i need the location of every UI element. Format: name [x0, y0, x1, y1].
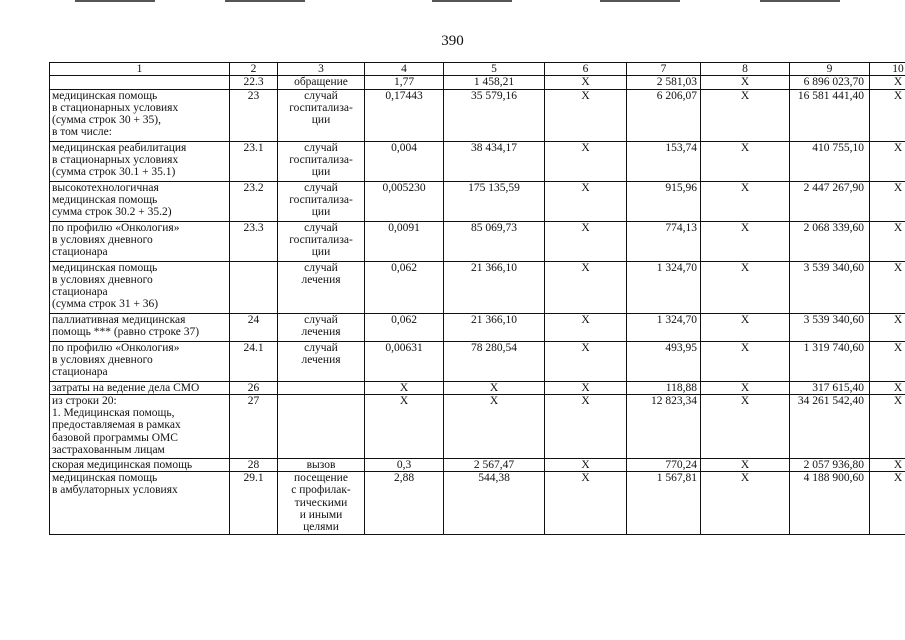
cell-col-5: 544,38	[444, 472, 545, 534]
cell-col-4: 0,17443	[365, 89, 444, 141]
column-header: 7	[627, 63, 701, 76]
cell-col-9: 3 539 340,60	[790, 261, 870, 313]
cell-col-3: случай госпитализа- ции	[278, 181, 365, 221]
cell-col-2: 27	[230, 394, 278, 458]
cell-col-10: Х	[870, 261, 905, 313]
table-row	[50, 472, 905, 534]
cell-col-1: медицинская помощь в стационарных условиях (сумма строк 30 + 35), в том числе:	[50, 89, 230, 141]
cell-col-10: Х	[870, 381, 905, 394]
cell-col-2: 23	[230, 89, 278, 141]
cell-col-8: Х	[701, 341, 790, 381]
cell-col-3: случай лечения	[278, 341, 365, 381]
cell-col-10: Х	[870, 341, 905, 381]
cell-col-7: 493,95	[627, 341, 701, 381]
cell-col-8: Х	[701, 472, 790, 534]
cell-col-9: 6 896 023,70	[790, 76, 870, 89]
cell-col-2: 24	[230, 313, 278, 341]
cell-col-6: Х	[545, 341, 627, 381]
cell-col-7: 1 324,70	[627, 261, 701, 313]
table-row	[50, 381, 905, 394]
cell-col-9: 34 261 542,40	[790, 394, 870, 458]
cell-col-1	[50, 76, 230, 89]
cell-col-3: случай лечения	[278, 313, 365, 341]
cell-col-5: Х	[444, 381, 545, 394]
column-header: 9	[790, 63, 870, 76]
cell-col-5: 35 579,16	[444, 89, 545, 141]
cell-col-3: случай госпитализа- ции	[278, 89, 365, 141]
cell-col-2: 29.1	[230, 472, 278, 534]
column-header: 2	[230, 63, 278, 76]
cell-col-8: Х	[701, 458, 790, 471]
cell-col-1: медицинская помощь в амбулаторных условиях	[50, 472, 230, 534]
cell-col-4: 0,005230	[365, 181, 444, 221]
cell-col-6: Х	[545, 76, 627, 89]
cell-col-6: Х	[545, 381, 627, 394]
cell-col-10: Х	[870, 313, 905, 341]
cell-col-9: 2 068 339,60	[790, 221, 870, 261]
cell-col-6: Х	[545, 141, 627, 181]
column-header: 5	[444, 63, 545, 76]
cell-col-7: 153,74	[627, 141, 701, 181]
cell-col-10: Х	[870, 394, 905, 458]
cell-col-10: Х	[870, 458, 905, 471]
table-row	[50, 261, 905, 313]
cell-col-9: 16 581 441,40	[790, 89, 870, 141]
cell-col-7: 1 324,70	[627, 313, 701, 341]
cell-col-5: 21 366,10	[444, 313, 545, 341]
cell-col-8: Х	[701, 313, 790, 341]
cell-col-5: 38 434,17	[444, 141, 545, 181]
cell-col-6: Х	[545, 221, 627, 261]
cell-col-1: медицинская реабилитация в стационарных условиях (сумма строк 30.1 + 35.1)	[50, 141, 230, 181]
page-number: 390	[441, 33, 464, 49]
cell-col-4: 0,062	[365, 261, 444, 313]
cell-col-3: случай госпитализа- ции	[278, 221, 365, 261]
column-header: 6	[545, 63, 627, 76]
table-row	[50, 313, 905, 341]
cell-col-3: случай госпитализа- ции	[278, 141, 365, 181]
cell-col-9: 410 755,10	[790, 141, 870, 181]
cell-col-10: Х	[870, 181, 905, 221]
cell-col-5: 21 366,10	[444, 261, 545, 313]
cell-col-4: Х	[365, 394, 444, 458]
cell-col-7: 12 823,34	[627, 394, 701, 458]
cell-col-5: 85 069,73	[444, 221, 545, 261]
cell-col-10: Х	[870, 472, 905, 534]
cell-col-4: 0,004	[365, 141, 444, 181]
cell-col-8: Х	[701, 76, 790, 89]
cell-col-8: Х	[701, 381, 790, 394]
cell-col-1: паллиативная медицинская помощь *** (равно строке 37)	[50, 313, 230, 341]
cell-col-2: 23.3	[230, 221, 278, 261]
cell-col-3	[278, 394, 365, 458]
cell-col-9: 317 615,40	[790, 381, 870, 394]
cell-col-7: 6 206,07	[627, 89, 701, 141]
cell-col-1: медицинская помощь в условиях дневного стационара (сумма строк 31 + 36)	[50, 261, 230, 313]
cell-col-1: скорая медицинская помощь	[50, 458, 230, 471]
cell-col-8: Х	[701, 261, 790, 313]
scan-top-edge	[0, 0, 905, 5]
cell-col-5: Х	[444, 394, 545, 458]
column-header: 8	[701, 63, 790, 76]
cell-col-1: по профилю «Онкология» в условиях дневного стационара	[50, 221, 230, 261]
cell-col-6: Х	[545, 472, 627, 534]
cell-col-8: Х	[701, 221, 790, 261]
cell-col-10: Х	[870, 76, 905, 89]
cell-col-8: Х	[701, 141, 790, 181]
cell-col-9: 3 539 340,60	[790, 313, 870, 341]
cell-col-4: Х	[365, 381, 444, 394]
cell-col-3: обращение	[278, 76, 365, 89]
cell-col-3: вызов	[278, 458, 365, 471]
table-row	[50, 341, 905, 381]
column-header: 4	[365, 63, 444, 76]
cell-col-5: 1 458,21	[444, 76, 545, 89]
cell-col-6: Х	[545, 181, 627, 221]
cell-col-10: Х	[870, 221, 905, 261]
cell-col-7: 770,24	[627, 458, 701, 471]
cell-col-8: Х	[701, 181, 790, 221]
cell-col-3: случай лечения	[278, 261, 365, 313]
cell-col-2: 24.1	[230, 341, 278, 381]
cell-col-7: 1 567,81	[627, 472, 701, 534]
cell-col-6: Х	[545, 261, 627, 313]
table-row	[50, 141, 905, 181]
table-row	[50, 458, 905, 471]
cell-col-4: 1,77	[365, 76, 444, 89]
cell-col-1: из строки 20: 1. Медицинская помощь, предоставляемая в рамках базовой программы ОМС застрахованным лицам	[50, 394, 230, 458]
cell-col-3	[278, 381, 365, 394]
table-row	[50, 221, 905, 261]
cell-col-7: 915,96	[627, 181, 701, 221]
cell-col-2: 26	[230, 381, 278, 394]
column-header: 10	[870, 63, 905, 76]
cell-col-7: 118,88	[627, 381, 701, 394]
cell-col-1: высокотехнологичная медицинская помощь сумма строк 30.2 + 35.2)	[50, 181, 230, 221]
cell-col-2: 23.2	[230, 181, 278, 221]
cell-col-3: посещение с профилак- тическими и иными целями	[278, 472, 365, 534]
cell-col-5: 78 280,54	[444, 341, 545, 381]
cell-col-6: Х	[545, 458, 627, 471]
data-table	[49, 62, 905, 535]
cell-col-4: 0,3	[365, 458, 444, 471]
cell-col-6: Х	[545, 313, 627, 341]
cell-col-9: 2 447 267,90	[790, 181, 870, 221]
cell-col-5: 2 567,47	[444, 458, 545, 471]
cell-col-9: 4 188 900,60	[790, 472, 870, 534]
cell-col-4: 0,062	[365, 313, 444, 341]
cell-col-6: Х	[545, 89, 627, 141]
column-header: 3	[278, 63, 365, 76]
cell-col-5: 175 135,59	[444, 181, 545, 221]
cell-col-6: Х	[545, 394, 627, 458]
cell-col-4: 2,88	[365, 472, 444, 534]
cell-col-10: Х	[870, 141, 905, 181]
cell-col-8: Х	[701, 394, 790, 458]
cell-col-9: 2 057 936,80	[790, 458, 870, 471]
cell-col-10: Х	[870, 89, 905, 141]
cell-col-1: затраты на ведение дела СМО	[50, 381, 230, 394]
cell-col-8: Х	[701, 89, 790, 141]
column-header: 1	[50, 63, 230, 76]
cell-col-1: по профилю «Онкология» в условиях дневного стационара	[50, 341, 230, 381]
table-row	[50, 76, 905, 89]
cell-col-7: 2 581,03	[627, 76, 701, 89]
cell-col-4: 0,0091	[365, 221, 444, 261]
table-row	[50, 181, 905, 221]
cell-col-2	[230, 261, 278, 313]
column-header-row	[50, 63, 905, 76]
cell-col-9: 1 319 740,60	[790, 341, 870, 381]
cell-col-2: 22.3	[230, 76, 278, 89]
cell-col-7: 774,13	[627, 221, 701, 261]
cell-col-4: 0,00631	[365, 341, 444, 381]
table-row	[50, 394, 905, 458]
cell-col-2: 28	[230, 458, 278, 471]
cell-col-2: 23.1	[230, 141, 278, 181]
table-row	[50, 89, 905, 141]
